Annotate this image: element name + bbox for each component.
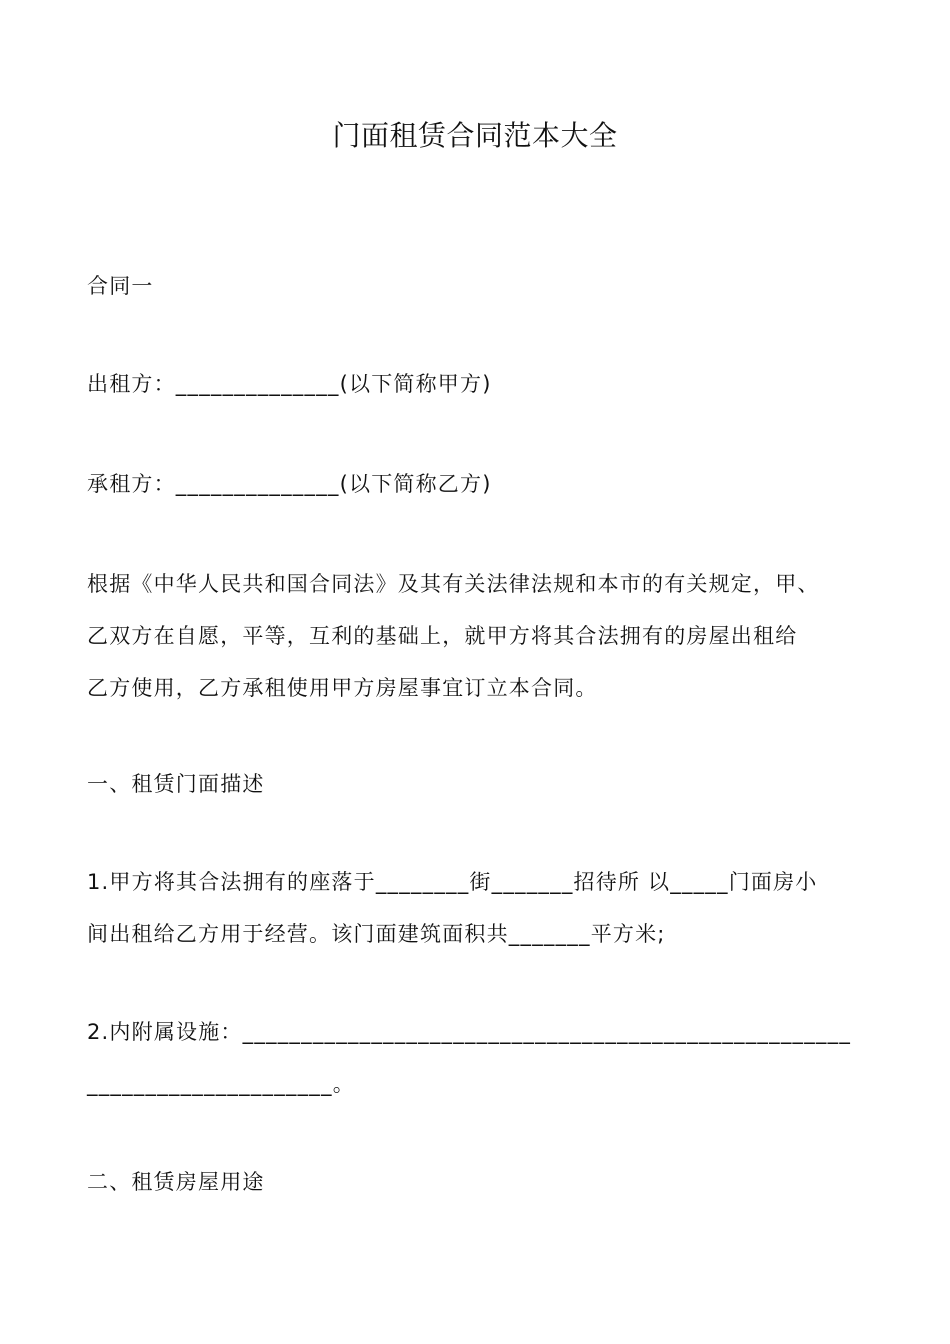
section-label: 合同一 <box>87 274 154 298</box>
document-title: 门面租赁合同范本大全 <box>332 119 618 152</box>
clause-2-line: 2.内附属设施：____________________________________________________ <box>87 1020 852 1044</box>
lessee-line: 承租方：______________(以下简称乙方) <box>87 472 492 496</box>
clause-1-line: 1.甲方将其合法拥有的座落于________街_______招待所 以_____门面房小 <box>87 870 818 894</box>
section-heading-2: 二、租赁房屋用途 <box>87 1170 265 1194</box>
preamble-line: 根据《中华人民共和国合同法》及其有关法律法规和本市的有关规定，甲、 <box>87 572 820 596</box>
preamble-paragraph <box>87 558 877 714</box>
preamble-line: 乙双方在自愿，平等，互利的基础上，就甲方将其合法拥有的房屋出租给 <box>87 624 798 648</box>
clause-1-paragraph <box>87 856 877 960</box>
section-heading-1: 一、租赁门面描述 <box>87 772 265 796</box>
clause-1-line: 间出租给乙方用于经营。该门面建筑面积共_______平方米; <box>87 922 666 946</box>
clause-2-paragraph <box>87 1006 877 1110</box>
clause-2-line: _____________________。 <box>87 1072 355 1096</box>
preamble-line: 乙方使用，乙方承租使用甲方房屋事宜订立本合同。 <box>87 676 598 700</box>
lessor-line: 出租方：______________(以下简称甲方) <box>87 372 492 396</box>
